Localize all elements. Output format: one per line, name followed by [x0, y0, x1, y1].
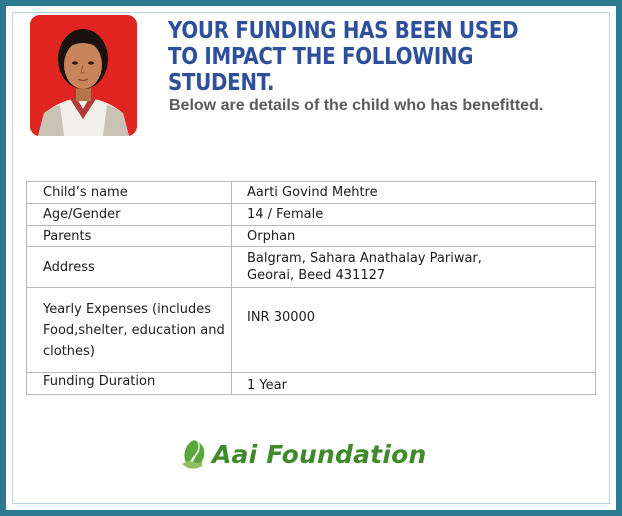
headline: YOUR FUNDING HAS BEEN USED TO IMPACT THE FOLLOWING STUDENT. — [168, 18, 519, 96]
name-label: Child’s name — [27, 182, 232, 204]
table-row — [27, 247, 596, 288]
table-row — [27, 226, 596, 247]
table-row — [27, 288, 596, 373]
age-gender-value: 14 / Female — [232, 204, 596, 226]
address-line-2: Georai, Beed 431127 — [247, 268, 386, 283]
expenses-label: Yearly Expenses (includes Food,shelter, education and clothes) — [27, 288, 232, 373]
table-row — [27, 204, 596, 226]
parents-value: Orphan — [232, 226, 596, 247]
age-gender-label: Age/Gender — [27, 204, 232, 226]
address-value — [232, 247, 596, 288]
student-details-table — [26, 181, 596, 395]
duration-label: Funding Duration — [27, 373, 232, 395]
table-row — [27, 373, 596, 395]
table-row — [27, 182, 596, 204]
expenses-value: INR 30000 — [232, 288, 596, 373]
parents-label: Parents — [27, 226, 232, 247]
address-line-1: Balgram, Sahara Anathalay Pariwar, — [247, 251, 482, 266]
address-label: Address — [27, 247, 232, 288]
duration-value: 1 Year — [232, 373, 596, 395]
leaf-hand-logo-icon — [176, 436, 212, 472]
student-photo — [30, 15, 137, 136]
student-portrait-image — [30, 15, 137, 136]
name-value: Aarti Govind Mehtre — [232, 182, 596, 204]
logo-name: Aai Foundation — [212, 440, 427, 469]
aai-foundation-logo — [176, 436, 446, 480]
subtitle: Below are details of the child who has benefitted. — [169, 97, 544, 114]
